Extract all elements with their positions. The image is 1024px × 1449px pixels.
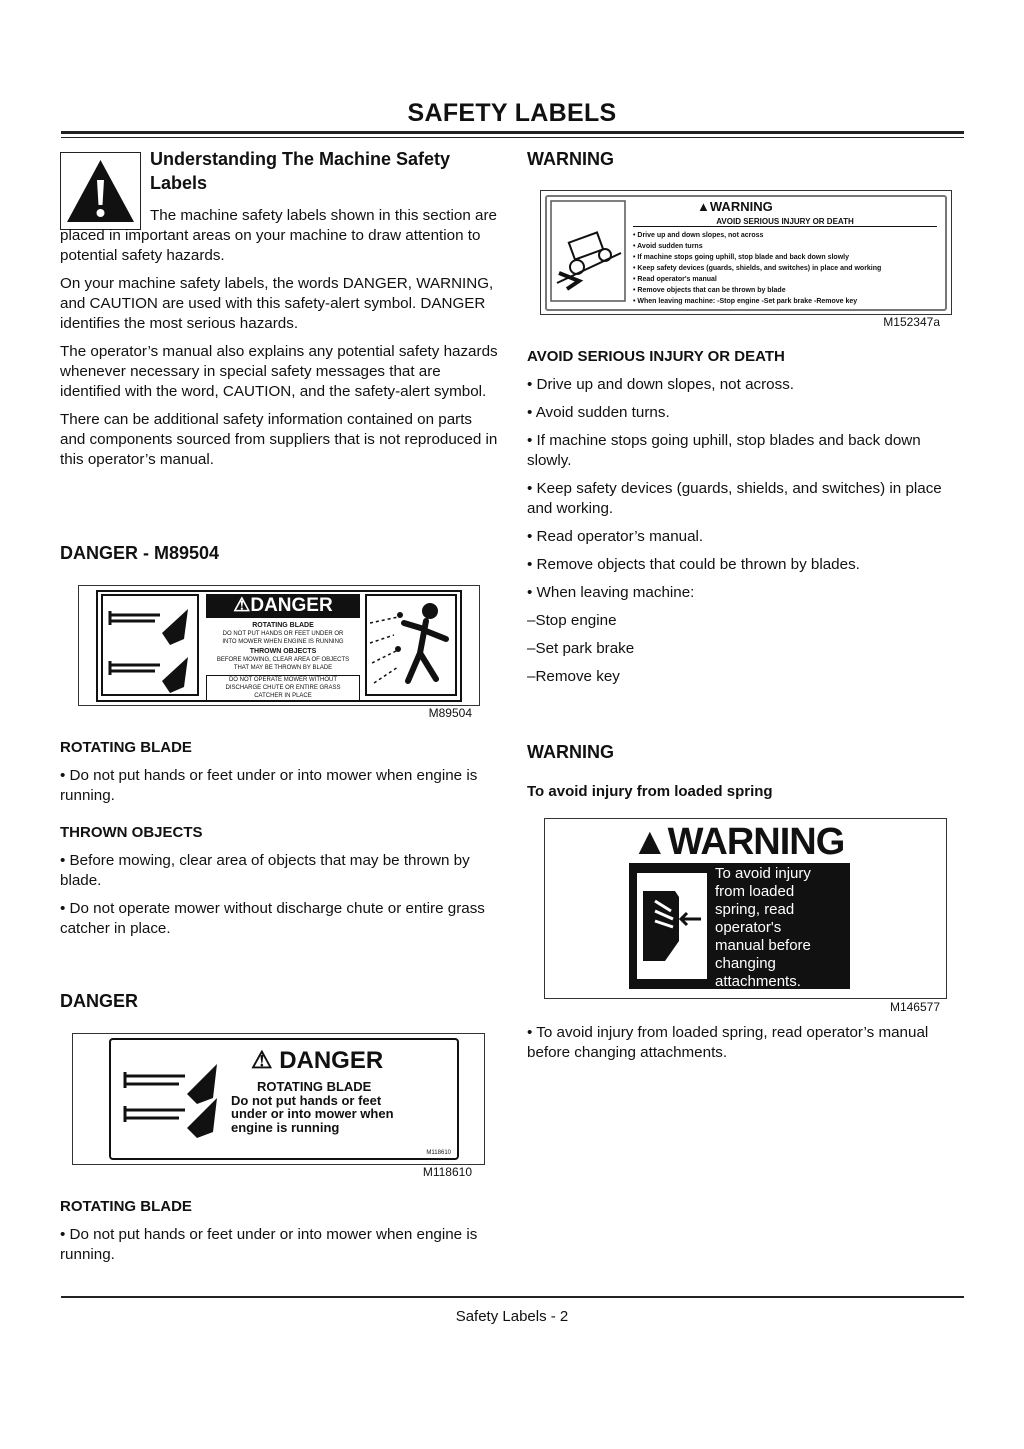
warning1-label-line-2: • Avoid sudden turns [633,243,703,250]
danger1-label-word: DANGER [250,595,333,616]
danger1-rotating-blade-text-block [60,766,500,814]
title-rule-thin [61,137,964,138]
danger1-rotating-blade-text: • Do not put hands or feet under or into mower when engine is running. [60,767,478,804]
intro-paragraph-1: The machine safety labels shown in this section are placed in important areas on your machine to draw attention to potential safety hazards. [60,207,497,264]
intro-paragraph-3: The operator’s manual also explains any potential safety hazards whenever necessary in special safety messages that are identified with the word, CAUTION, and the safety-alert symbol. [60,343,498,400]
warning1-label-line-4: • Keep safety devices (guards, shields, and switches) in place and working [633,265,882,272]
danger1-label-line-2: DO NOT PUT HANDS OR FEET UNDER OR [222,631,344,637]
blade-hazard-icon [115,1042,225,1154]
danger1-label-line-9: CATCHER IN PLACE [254,693,312,699]
intro-paragraph-4: There can be additional safety information contained on parts and components sourced from suppliers that is not reproduced in this operator’s manual. [60,411,498,468]
danger2-rotating-blade-heading: ROTATING BLADE [60,1198,192,1215]
danger1-heading: DANGER - M89504 [60,543,220,563]
warning1-label-line-6: • Remove objects that can be thrown by blade [633,287,786,294]
warning1-label-line-5: • Read operator's manual [633,276,717,283]
danger1-rotating-blade-heading: ROTATING BLADE [60,739,192,756]
warning1-item-4: • Keep safety devices (guards, shields, and switches) in place and working. [527,480,942,517]
danger2-label-image [72,1033,485,1165]
tractor-slope-icon [549,199,627,303]
warning2-label-line-4: operator's [715,919,782,936]
warning1-label-sub: AVOID SERIOUS INJURY OR DEATH [633,217,937,227]
intro-paragraph-2: On your machine safety labels, the words DANGER, WARNING, and CAUTION are used with this safety-alert symbol. DANGER identifies the most serious hazards. [60,275,494,332]
danger2-caption: M118610 [422,1165,472,1179]
danger2-label-word: DANGER [279,1047,384,1074]
warning2-label-line-5: manual before [715,937,811,954]
warning1-subitem-2: –Set park brake [527,640,635,657]
warning1-item-1: • Drive up and down slopes, not across. [527,376,795,393]
warning1-label-line-1: • Drive up and down slopes, not across [633,232,764,239]
danger1-thrown-objects-heading: THROWN OBJECTS [60,824,203,841]
warning2-label-line-7: attachments. [715,973,801,990]
warning2-text: • To avoid injury from loaded spring, read operator’s manual before changing attachments. [527,1024,929,1061]
warning2-label-line-6: changing [715,955,776,972]
danger1-label-line-8: DISCHARGE CHUTE OR ENTIRE GRASS [225,685,341,691]
warning1-label-word: WARNING [709,199,773,214]
danger1-thrown-objects-text-1: • Before mowing, clear area of objects that may be thrown by blade. [60,852,470,889]
warning1-label-title [697,199,773,214]
danger1-label-image [78,585,480,706]
danger2-rotating-blade-text-block [60,1225,500,1273]
warning1-item-2: • Avoid sudden turns. [527,404,670,421]
blade-hazard-icon [100,593,200,697]
warning2-label-line-1: To avoid injury [715,865,811,882]
danger2-label-line-1: ROTATING BLADE [257,1079,372,1094]
warning1-label-image [540,190,952,315]
warning1-alert-icon: ▲ [697,199,710,214]
warning2-alert-icon: ▲ [631,821,668,863]
danger1-label-line-7: DO NOT OPERATE MOWER WITHOUT [228,677,338,683]
page-footer: Safety Labels - 2 [455,1308,569,1325]
warning2-caption: M146577 [889,1000,940,1014]
warning1-item-3: • If machine stops going uphill, stop blades and back down slowly. [527,432,921,469]
warning1-subitem-1: –Stop engine [527,612,617,629]
warning1-caption: M152347a [883,315,940,329]
warning2-subheading: To avoid injury from loaded spring [527,783,773,800]
warning2-text-block [527,1023,967,1071]
danger1-label-line-4: THROWN OBJECTS [249,648,317,655]
danger1-label-line-6: THAT MAY BE THROWN BY BLADE [233,665,333,671]
footer-rule [61,1296,964,1298]
warning1-label-line-7: • When leaving machine: -Stop engine -Set park brake -Remove key [633,298,858,305]
warning1-subheading: AVOID SERIOUS INJURY OR DEATH [527,348,785,365]
danger1-label-line-3: INTO MOWER WHEN ENGINE IS RUNNING [222,639,344,645]
warning2-label-word: WARNING [667,821,845,863]
warning1-list [527,375,967,695]
danger2-label-line-3: under or into mower when [231,1106,394,1121]
warning2-label-line-2: from loaded [715,883,795,900]
danger1-alert-icon: ⚠ [233,595,251,616]
danger2-label-line-2: Do not put hands or feet [231,1092,382,1108]
warning2-label-line-3: spring, read [715,901,795,918]
warning1-item-7: • When leaving machine: [527,584,695,601]
warning1-subitem-3: –Remove key [527,668,620,685]
danger1-thrown-objects-text-block [60,851,500,947]
danger2-alert-icon: ⚠ [251,1047,280,1074]
warning1-item-6: • Remove objects that could be thrown by blades. [527,556,860,573]
warning2-label-title [631,821,844,863]
warning2-label-image [544,818,947,999]
danger1-caption: M89504 [428,706,472,720]
danger2-label-title [251,1046,383,1075]
intro-text [60,206,500,478]
intro-heading: Understanding The Machine Safety Labels [150,149,451,193]
spring-hand-icon [635,871,709,981]
danger2-label-code: M118610 [426,1150,451,1156]
danger2-label-line-4: engine is running [231,1119,340,1135]
warning2-heading: WARNING [527,742,614,762]
warning1-item-5: • Read operator’s manual. [527,528,704,545]
warning1-label-line-3: • If machine stops going uphill, stop blade and back down slowly [633,254,849,261]
warning1-heading: WARNING [527,149,614,169]
danger1-label-line-1: ROTATING BLADE [252,622,314,629]
title-rule [61,131,964,134]
danger1-thrown-objects-text-2: • Do not operate mower without discharge chute or entire grass catcher in place. [60,900,485,937]
thrown-objects-icon [364,593,458,697]
danger2-rotating-blade-text: • Do not put hands or feet under or into mower when engine is running. [60,1226,478,1263]
danger2-heading: DANGER [60,991,139,1011]
page-title: SAFETY LABELS [407,99,617,127]
danger1-label-line-5: BEFORE MOWING, CLEAR AREA OF OBJECTS [216,657,350,663]
